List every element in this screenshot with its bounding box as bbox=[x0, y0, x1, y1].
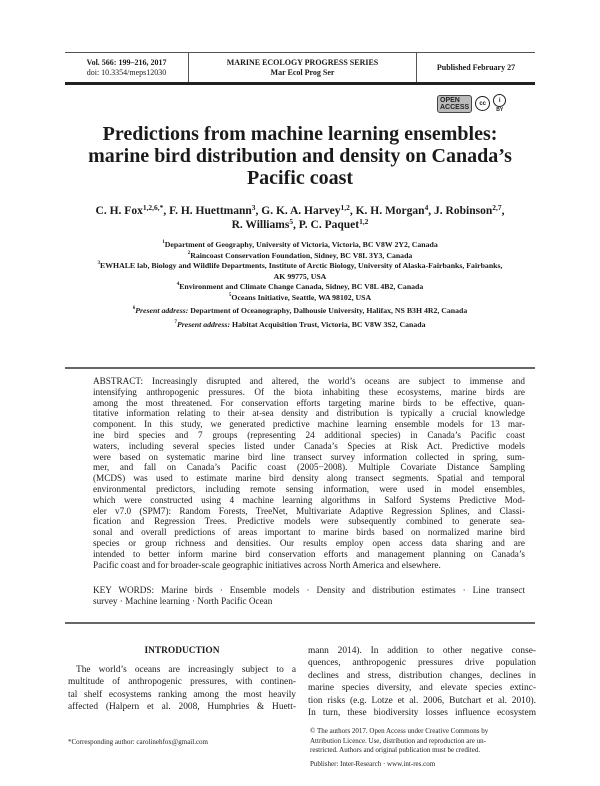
abstract-line: among the most threatened. For conservation efforts targeting marine birds to be effective, quan- bbox=[93, 397, 525, 408]
open-access-text-2: ACCESS bbox=[440, 103, 470, 111]
license-note bbox=[310, 727, 540, 769]
journal-name: MARINE ECOLOGY PROGRESS SERIES bbox=[226, 57, 379, 67]
affiliation-sup: 5 bbox=[228, 291, 232, 298]
license-line: © The authors 2017. Open Access under Creative Commons by bbox=[310, 727, 489, 735]
intro-left-column bbox=[68, 645, 296, 714]
body-line: mann 2014). In addition to other negative conse- bbox=[308, 646, 536, 656]
abstract-line: which were constructed using 4 machine learning algorithms in Salford Systems Predictive Mod- bbox=[93, 494, 525, 505]
abstract-line: were based on systematic marine bird line transect survey information collected in spring, sum- bbox=[93, 451, 525, 462]
author-name: C. H. Fox bbox=[95, 205, 143, 217]
affiliation-text: Environment and Climate Change Canada, Sidney, BC V8L 4B2, Canada bbox=[179, 282, 424, 291]
intro-right-column bbox=[308, 645, 536, 719]
author-name: R. Williams bbox=[231, 219, 290, 231]
author-affiliation-sup: 1,2,6,* bbox=[142, 203, 164, 212]
affiliation-label: Present address: bbox=[177, 319, 231, 329]
title-line: marine bird distribution and density on Canada’s bbox=[88, 145, 512, 167]
body-line: tion risks (e.g. Lotze et al. 2006, Butchart et al. 2010). bbox=[308, 695, 536, 706]
author-affiliation-sup: 5 bbox=[289, 217, 294, 226]
journal-header bbox=[65, 52, 535, 85]
abstract-line: ABSTRACT: Increasingly disrupted and altered, the world’s oceans are subject to immense and bbox=[93, 376, 525, 386]
affiliation-text: Habitat Acquisition Trust, Victoria, BC V8W 3S2, Canada bbox=[232, 319, 426, 329]
by-label: BY bbox=[496, 107, 504, 113]
author-name: G. K. A. Harvey bbox=[261, 205, 341, 217]
license-badges bbox=[437, 94, 506, 113]
affiliation-line bbox=[30, 320, 570, 331]
cc-icon: cc bbox=[475, 96, 490, 111]
affiliation-text: Oceans Initiative, Seattle, WA 98102, USA bbox=[231, 292, 372, 302]
affiliation-text: Department of Geography, University of Victoria, Victoria, BC V8W 2Y2, Canada bbox=[164, 240, 438, 249]
affiliation-line bbox=[30, 293, 570, 304]
affiliation-line bbox=[30, 282, 570, 293]
abstract-line: fication and Regression Trees. Predictive models were subsequently combined to generate sea- bbox=[93, 516, 525, 527]
article-title bbox=[40, 123, 560, 189]
section-heading: INTRODUCTION bbox=[144, 646, 220, 656]
license-line: Attribution Licence. Use, distribution and reproduction are un- bbox=[310, 736, 486, 745]
abstract-line: sonal and overall predictions of areas important to marine birds based on normalized marine bird bbox=[93, 527, 525, 538]
abstract-line: intended to better inform marine bird conservation efforts and management planning on Canada’s bbox=[93, 548, 525, 559]
keywords-line: survey · Machine learning · North Pacific Ocean bbox=[93, 595, 273, 606]
title-line: Predictions from machine learning ensembles: bbox=[102, 123, 498, 145]
body-line: The world’s oceans are increasingly subject to a bbox=[76, 665, 296, 675]
journal-abbrev: Mar Ecol Prog Ser bbox=[270, 67, 335, 77]
abstract-line: environmental predictors, including remote sensing information, were used in model ensembles, bbox=[93, 483, 525, 494]
affiliation-line bbox=[30, 240, 570, 251]
by-icon bbox=[493, 94, 506, 113]
author-name: J. Robinson bbox=[434, 205, 493, 217]
abstract-line: (MCDS) was used to estimate marine bird density along transect segments. Spatial and temporal bbox=[93, 473, 525, 484]
affiliation-sup: 6 bbox=[132, 305, 136, 311]
author-affiliation-sup: 1,2 bbox=[359, 217, 369, 226]
intro-left-text bbox=[68, 664, 296, 714]
author-name: K. H. Morgan bbox=[355, 205, 425, 217]
publisher: Publisher: Inter-Research · www.int-res.com bbox=[310, 759, 436, 768]
body-line: tal shelf ecosystems ranking among the most heavily bbox=[68, 689, 296, 700]
license-line: restricted. Authors and original publication must be credited. bbox=[310, 746, 481, 755]
abstract-line: intensifying anthropogenic pressures. Of the biota inhabiting these ecosystems, marine birds are bbox=[93, 386, 525, 397]
doi[interactable]: doi: 10.3354/meps12030 bbox=[86, 67, 167, 77]
author-name: P. C. Paquet bbox=[298, 219, 360, 231]
body-line: multitude of anthropogenic pressures, with continen- bbox=[68, 677, 296, 688]
body-line: In turn, these biodiversity losses influence ecosystem bbox=[308, 707, 536, 718]
abstract-line: titative information relating to their at-sea density and distribution is typically a crucial knowledge bbox=[93, 408, 525, 419]
abstract-line: ine bird species and 7 groups (representing 24 additional species) in Canada’s Pacific coast bbox=[93, 429, 525, 440]
affiliations bbox=[30, 240, 570, 330]
author-affiliation-sup: 3 bbox=[251, 203, 256, 212]
body-line: marine species diversity, and elevate species extinc- bbox=[308, 683, 536, 694]
author-line: R. Williams$^5$, P. C. Paquet$^{1,2}$ bbox=[231, 217, 369, 231]
affiliation-sup: 3 bbox=[97, 260, 101, 266]
affiliation-text: AK 99775, USA bbox=[273, 271, 327, 281]
affiliation-sup: 7 bbox=[174, 318, 177, 325]
open-access-text-1: OPEN bbox=[440, 96, 460, 104]
affiliation-line bbox=[30, 272, 570, 283]
keywords bbox=[93, 585, 525, 607]
affiliation-sup: 4 bbox=[176, 281, 180, 287]
author-line: C. H. Fox$^{1,2,6,*}$, F. H. Huettmann$^3$, G. K. A. Harvey$^{1,2}$, K. H. Morgan$^4$, J. Robinson$^{2,7}$, bbox=[95, 203, 505, 217]
title-line: Pacific coast bbox=[246, 167, 354, 189]
body-line: affected (Halpern et al. 2008, Humphries & Huett- bbox=[68, 702, 296, 713]
affiliation-line bbox=[30, 261, 570, 272]
affiliation-sup: 1 bbox=[162, 239, 165, 245]
affiliation-sup: 2 bbox=[187, 249, 191, 256]
abstract-top-rule bbox=[65, 367, 535, 369]
abstract-line: species or group richness and densities. Our results employ open access data sharing and are bbox=[93, 537, 525, 548]
body-line: quences, anthropogenic pressures drive population bbox=[308, 658, 536, 669]
abstract bbox=[93, 376, 525, 570]
abstract-line: mer, and fall on Canada’s Pacific coast (2005−2008). Multiple Covariate Distance Sampling bbox=[93, 462, 525, 473]
affiliation-line bbox=[30, 306, 570, 317]
abstract-line: waters, including several species listed under Canada’s Species at Risk Act. Predictive models bbox=[93, 440, 525, 451]
abstract-line: eler v7.0 (SPM7): Random Forests, TreeNet, Multivariate Adaptive Regression Splines, and Classi- bbox=[93, 505, 525, 516]
affiliation-text: Department of Oceanography, Dalhousie University, Halifax, NS B3H 4R2, Canada bbox=[190, 306, 468, 315]
author-affiliation-sup: 1,2 bbox=[340, 203, 350, 212]
affiliation-line bbox=[30, 251, 570, 262]
corresponding-author: *Corresponding author: carolinehfox@gmail.com bbox=[68, 738, 208, 746]
volume: Vol. 566: 199–216, 2017 bbox=[86, 57, 167, 67]
affiliation-label: Present address: bbox=[135, 306, 189, 315]
affiliation-text: EWHALE lab, Biology and Wildlife Departments, Institute of Arctic Biology, University of Alaska-Fairbanks, Fairbanks, bbox=[100, 261, 503, 270]
author-affiliation-sup: 4 bbox=[424, 203, 429, 212]
abstract-line: component. In this study, we generated predictive machine learning ensemble models for 13 mar- bbox=[93, 419, 525, 430]
body-line: declines and stress, distribution changes, declines in bbox=[308, 670, 536, 681]
abstract-line: Pacific coast and for broader-scale geographic initiatives across North America and elsewhere. bbox=[93, 559, 441, 570]
author-name: F. H. Huettmann bbox=[169, 205, 252, 217]
author-affiliation-sup: 2,7 bbox=[492, 203, 502, 212]
author-list bbox=[40, 204, 560, 232]
keywords-line: KEY WORDS: Marine birds · Ensemble models · Density and distribution estimates · Line transect bbox=[93, 585, 525, 595]
affiliation-text: Raincoast Conservation Foundation, Sidney, BC V8L 3Y3, Canada bbox=[190, 250, 413, 260]
abstract-bottom-rule bbox=[65, 622, 535, 624]
published-date: Published February 27 bbox=[436, 62, 516, 72]
person-icon: i bbox=[493, 94, 506, 107]
open-access-icon bbox=[437, 95, 472, 113]
